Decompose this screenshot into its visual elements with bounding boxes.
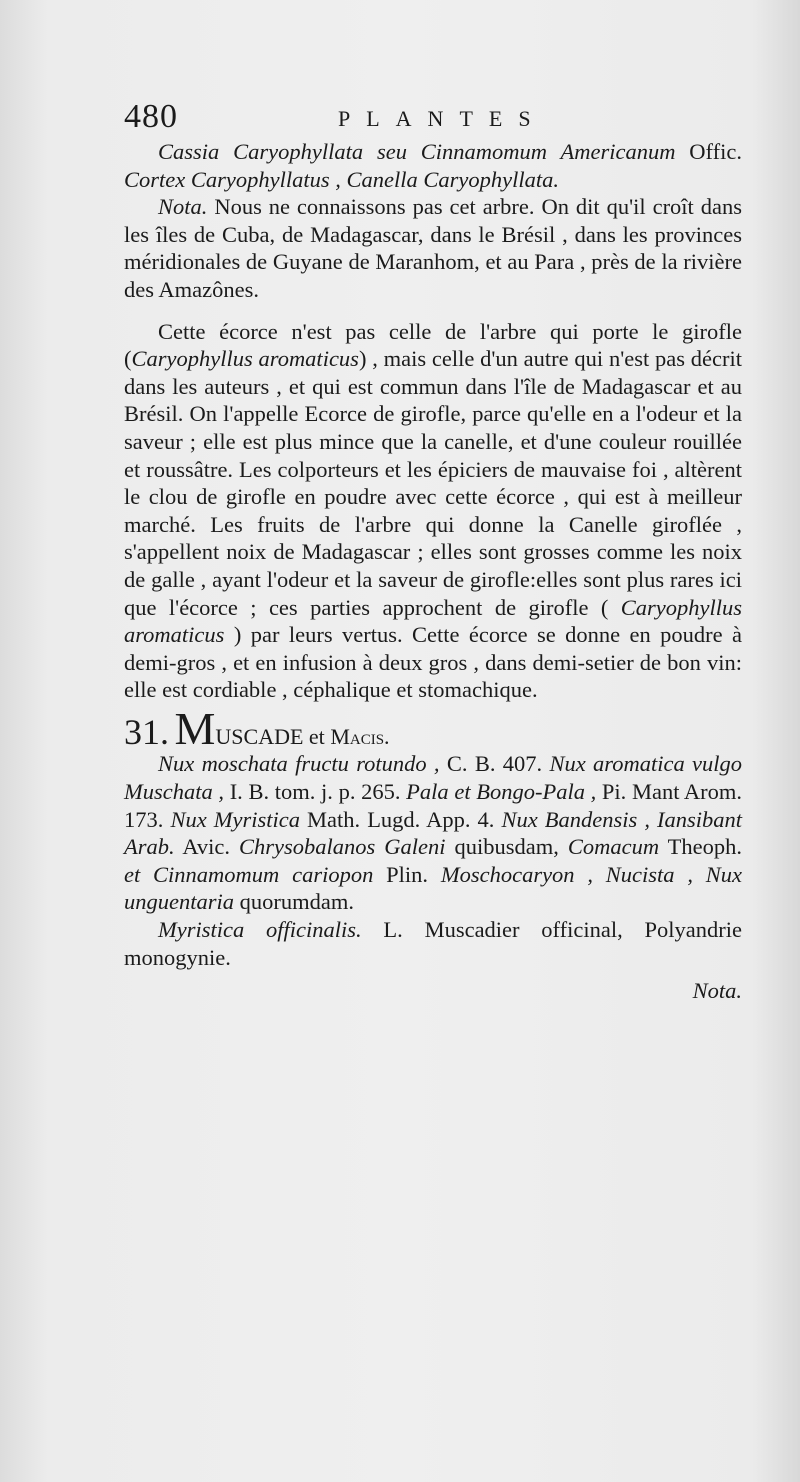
synonym-2-ref: I. B. tom. j. p. 265. <box>224 779 407 805</box>
synonym-2: Nux aromatica vulgo Muschata , <box>124 751 743 805</box>
synonym-4: Nux Myristica <box>170 806 300 832</box>
section-title-1: USCADE <box>215 723 304 749</box>
section-number: 31. <box>124 711 169 752</box>
entry-myristica-name: Myristica officinalis. <box>158 917 362 943</box>
entry-myristica-desc: L. Muscadier officinal, Polyandrie monogynie. <box>124 917 743 970</box>
synonym-5: Nux Bandensis , Iansibant Arab. <box>124 806 743 860</box>
synonym-6: Chrysobalanos Galeni <box>239 834 446 860</box>
body-text <box>124 138 742 1005</box>
synonym-7-ref: Theoph. <box>659 834 743 860</box>
entry-muscade-synonyms <box>124 750 742 916</box>
paragraph-ecorce-italic2: Caryophyllus aromaticus <box>124 594 742 648</box>
section-initial: M <box>174 702 216 754</box>
paragraph-ecorce-part1: Cette écorce n'est pas celle de l'arbre qui porte le girofle ( <box>124 318 742 372</box>
synonym-1: Nux moschata fructu rotundo , <box>158 751 440 777</box>
catchword: Nota. <box>692 978 742 1004</box>
paragraph-ecorce <box>124 318 742 704</box>
section-title-2: Macis. <box>330 723 390 749</box>
entry-cassia-cortex: Cortex Caryophyllatus , Canella Caryophyllata. <box>124 166 559 192</box>
page-number: 480 <box>124 98 178 135</box>
entry-cassia-name: Cassia Caryophyllata seu Cinnamomum Americanum <box>158 139 676 164</box>
entry-cassia-offic: Offic. <box>675 139 742 164</box>
synonym-5-ref: Avic. <box>174 834 240 860</box>
nota-text: Nous ne connaissons pas cet arbre. On dit qu'il croît dans les îles de Cuba, de Madagascar, dans le Brésil , dans les provinces méridionales de Guyane de Maranhom, et au Para , près de la rivière des Amazônes. <box>124 194 742 302</box>
page-header <box>124 98 684 138</box>
synonym-3: Pala et Bongo-Pala , <box>406 779 597 805</box>
section-title-and: et <box>303 723 331 749</box>
synonym-8: et Cinnamomum cariopon <box>124 861 374 887</box>
synonym-9: Moschocaryon , Nucista , Nux unguentaria <box>124 861 742 915</box>
paragraph-ecorce-italic1: Caryophyllus aromaticus <box>131 346 359 372</box>
entry-cassia <box>124 138 742 193</box>
synonym-4-ref: Math. Lugd. App. 4. <box>299 806 502 832</box>
paragraph-gap <box>124 304 742 318</box>
synonym-7: Comacum <box>567 834 660 860</box>
nota-cassia <box>124 193 742 303</box>
paragraph-ecorce-part2: ) , mais celle d'un autre qui n'est pas décrit dans les auteurs , et qui est commun dans l'île de Madagascar et au Brésil. On l'appelle Ecorce de girofle, parce qu'elle en a l'odeur et la saveur ; elle est plus mince que la canelle, et d'une couleur rouillée et roussâtre. Les colporteurs et les épiciers de mauvaise foi , altèrent le clou de girofle en poudre avec cette écorce , qui est à meilleur marché. Les fruits de l'arbre qui donne la Canelle giroflée , s'appellent noix de Madagascar ; elles sont grosses comme les noix de galle , ayant l'odeur et la saveur de girofle:elles sont plus rares ici que l'écorce ; ces parties approchent de girofle ( <box>124 346 742 620</box>
synonym-1-ref: C. B. 407. <box>439 751 550 777</box>
synonym-6-ref: quibusdam, <box>445 834 568 860</box>
synonym-3-ref: Pi. Mant Arom. 173. <box>124 779 742 832</box>
synonym-9-ref: quorumdam. <box>234 889 354 915</box>
section-heading-31 <box>124 702 742 754</box>
entry-myristica <box>124 916 742 971</box>
synonym-8-ref: Plin. <box>373 861 441 887</box>
paragraph-ecorce-part3: ) par leurs vertus. Cette écorce se donne en poudre à demi-gros , et en infusion à deux gros , dans demi-setier de bon vin: elle est cordiable , céphalique et stomachique. <box>124 622 742 703</box>
running-head: PLANTES <box>338 106 547 131</box>
nota-label: Nota. <box>158 194 208 220</box>
